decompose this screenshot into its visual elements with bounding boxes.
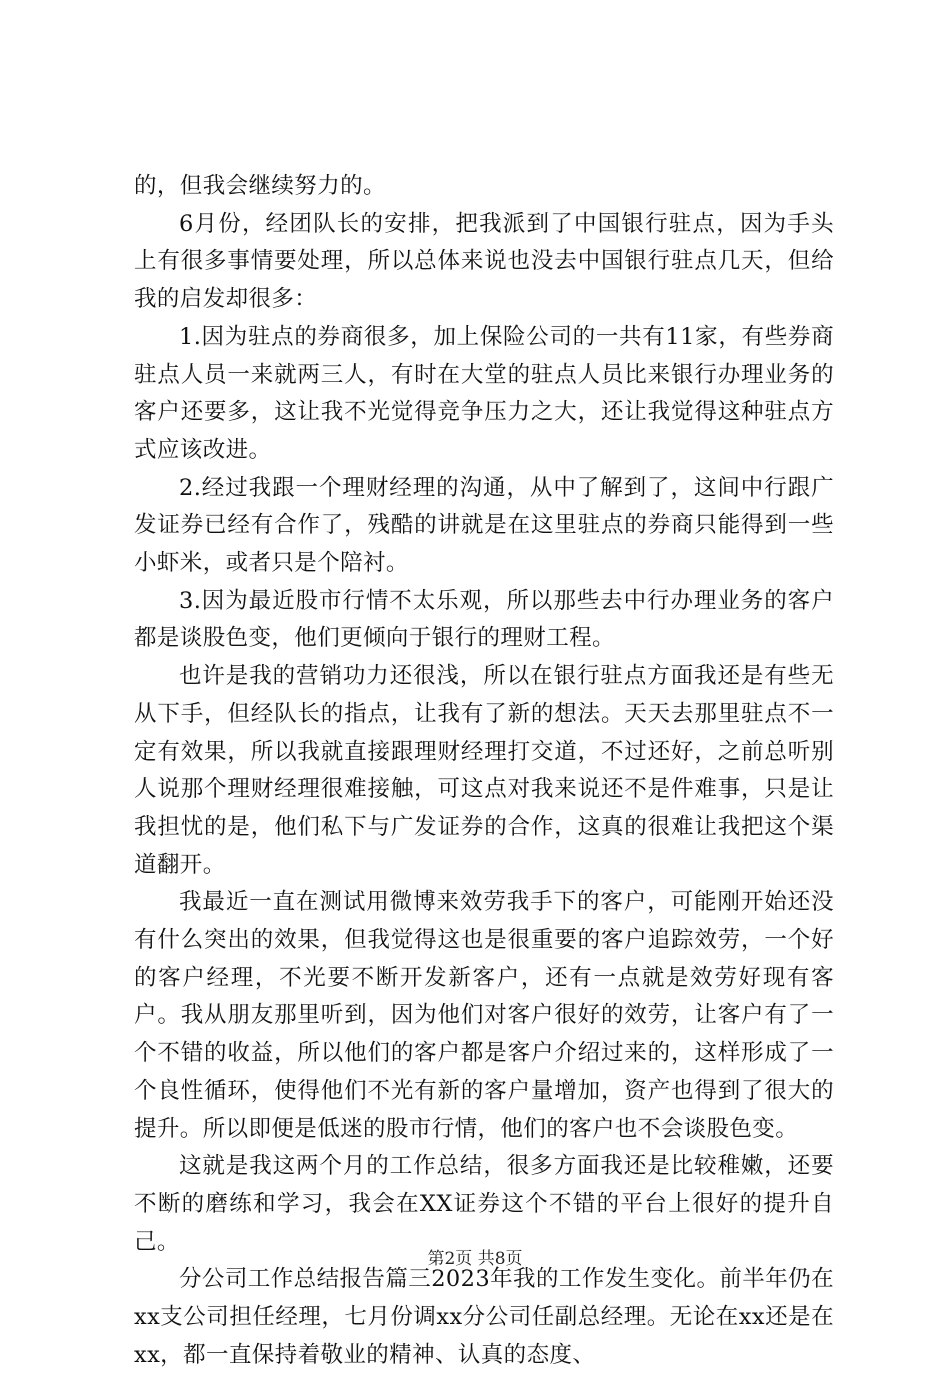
paragraph-8: 这就是我这两个月的工作总结，很多方面我还是比较稚嫩，还要不断的磨练和学习，我会在XX证券这个不错的平台上很好的提升自己。 (134, 1153, 834, 1255)
paragraph-3: 1.因为驻点的券商很多，加上保险公司的一共有11家，有些券商驻点人员一来就两三人，有时在大堂的驻点人员比来银行办理业务的客户还要多，这让我不光觉得竞争压力之大，还让我觉得这种驻点方式应该改进。 (134, 323, 834, 463)
paragraph-9: 分公司工作总结报告篇三2023年我的工作发生变化。前半年仍在xx支公司担任经理，七月份调xx分公司任副总经理。无论在xx还是在xx，都一直保持着敬业的精神、认真的态度、 (134, 1266, 834, 1368)
paragraph-2: 6月份，经团队长的安排，把我派到了中国银行驻点，因为手头上有很多事情要处理，所以总体来说也没去中国银行驻点几天，但给我的启发却很多： (134, 210, 834, 313)
paragraph-1: 的，但我会继续努力的。 (134, 173, 386, 199)
paragraph-5: 3.因为最近股市行情不太乐观，所以那些去中行办理业务的客户都是谈股色变，他们更倾向于银行的理财工程。 (134, 587, 834, 652)
page-number-footer: 第2页 共8页 (427, 1249, 523, 1269)
paragraph-7: 我最近一直在测试用微博来效劳我手下的客户，可能刚开始还没有什么突出的效果，但我觉得这也是很重要的客户追踪效劳，一个好的客户经理，不光要不断开发新客户，还有一点就是效劳好现有客户。我从朋友那里听到，因为他们对客户很好的效劳，让客户有了一个不错的收益，所以他们的客户都是客户介绍过来的，这样形成了一个良性循环，使得他们不光有新的客户量增加，资产也得到了很大的提升。所以即便是低迷的股市行情，他们的客户也不会谈股色变。 (134, 889, 834, 1142)
paragraph-4: 2.经过我跟一个理财经理的沟通，从中了解到了，这间中行跟广发证券已经有合作了，残酷的讲就是在这里驻点的券商只能得到一些小虾米，或者只是个陪衬。 (134, 474, 834, 577)
document-body (134, 168, 834, 1375)
paragraph-6: 也许是我的营销功力还很浅，所以在银行驻点方面我还是有些无从下手，但经队长的指点，让我有了新的想法。天天去那里驻点不一定有效果，所以我就直接跟理财经理打交道，不过还好，之前总听别人说那个理财经理很难接触，可这点对我来说还不是件难事，只是让我担忧的是，他们私下与广发证券的合作，这真的很难让我把这个渠道翻开。 (134, 663, 834, 878)
